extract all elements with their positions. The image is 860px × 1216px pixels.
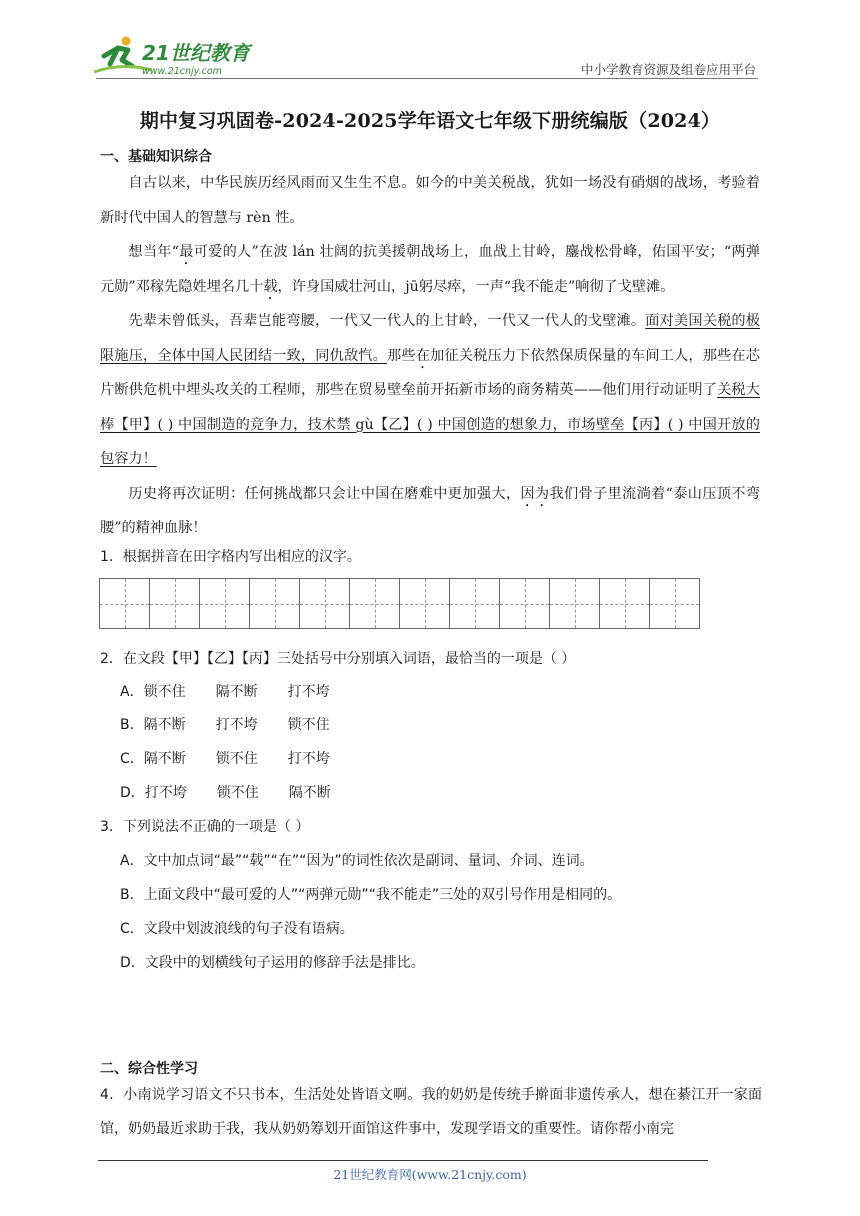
- option-label: D．: [120, 785, 145, 801]
- wavy-underlined-sentence: 面对美国关税的极限施压，全体中国人民团结一致，同仇敌忾。: [100, 313, 760, 364]
- option-label: B．: [120, 887, 144, 903]
- q3-option-a[interactable]: [120, 850, 594, 870]
- option-word: 打不垮: [144, 785, 187, 801]
- p3-text-e: 加征关税压力下依然保质保量的车间工人，那些在芯片断供危机中埋头攻关的工程师，那些在贸易壁垒前开拓新市场的商务精英——他们用行动证明了: [100, 347, 760, 398]
- q3-option-c[interactable]: [120, 918, 354, 938]
- page-title: 期中复习巩固卷-2024-2025学年语文七年级下册统编版（2024）: [139, 110, 721, 132]
- option-word: 打不垮: [287, 684, 330, 700]
- p2-quote: “: [171, 244, 179, 260]
- passage-paragraph-2: [100, 235, 760, 304]
- reading-passage: [100, 166, 760, 546]
- q2-option-a[interactable]: [120, 681, 330, 701]
- question-4: [100, 1078, 762, 1146]
- option-word: 锁不住: [143, 684, 186, 700]
- underlined-parallel-sentence: 关税大棒【甲】( ) 中国制造的竞争力，技术禁 gù【乙】( ) 中国创造的想象力，市场壁垒【丙】( ) 中国开放的包容力！: [100, 382, 760, 467]
- option-word: 锁不住: [215, 751, 258, 767]
- option-word: 隔不断: [288, 785, 331, 801]
- tianzige-grid: [99, 578, 699, 629]
- p2-text-d: 可爱的人”在波 lán 壮阔的抗美援朝战场上，血战上甘岭，鏖战松骨峰，佑国平安；“两弹元勋”邓稼先隐姓埋名几十: [100, 244, 760, 295]
- dotted-word-zui: 最: [179, 244, 194, 260]
- passage-paragraph-1: 自古以来，中华民族历经风雨而又生生不息。如今的中美关税战，犹如一场没有硝烟的战场，考验着新时代中国人的智慧与 rèn 性。: [100, 175, 760, 226]
- logo-url-text: www.21cnjy.com: [142, 66, 222, 77]
- section-heading-2: 二、综合性学习: [100, 1061, 198, 1077]
- option-label: B．: [120, 717, 144, 733]
- tianzige-cell[interactable]: [99, 578, 150, 629]
- tianzige-cell[interactable]: [599, 578, 650, 629]
- tianzige-cell[interactable]: [299, 578, 350, 629]
- question-1: 1．根据拼音在田字格内写出相应的汉字。: [100, 549, 361, 565]
- tianzige-cell[interactable]: [649, 578, 700, 629]
- dotted-word-zai2: 在: [415, 347, 431, 364]
- tianzige-cell[interactable]: [449, 578, 500, 629]
- runner-logo-icon: [92, 34, 262, 78]
- question-3: 3．下列说法不正确的一项是（ ）: [100, 819, 310, 835]
- logo-text: 21世纪教育: [142, 41, 250, 65]
- passage-paragraph-4: [100, 477, 760, 546]
- option-word: 隔不断: [215, 684, 258, 700]
- option-label: A．: [120, 684, 144, 700]
- q3-option-d[interactable]: [120, 952, 425, 972]
- question-4-text: 4．小南说学习语文不只书本，生活处处皆语文啊。我的奶奶是传统手擀面非遗传承人，想在綦江开一家面馆，奶奶最近求助于我，我从奶奶筹划开面馆这件事中，发现学语文的重要性。请你帮小南完: [100, 1087, 762, 1137]
- section-heading-1: 一、基础知识综合: [100, 149, 212, 165]
- p2-text-f: ，许身国威壮河山，jū躬尽瘁，一声“我不能走”响彻了戈壁滩。: [277, 278, 675, 295]
- q2-option-c[interactable]: [120, 748, 330, 768]
- header-platform-text: 中小学教育资源及组卷应用平台: [580, 62, 756, 77]
- tianzige-cell[interactable]: [249, 578, 300, 629]
- option-word: 锁不住: [216, 785, 259, 801]
- tianzige-cell[interactable]: [399, 578, 450, 629]
- option-word: 隔不断: [143, 751, 186, 767]
- option-label: C．: [120, 921, 144, 937]
- option-text: 上面文段中“最可爱的人”“两弹元勋”“我不能走”三处的双引号作用是相同的。: [143, 887, 622, 903]
- footer-link[interactable]: 21世纪教育网(www.21cnjy.com): [333, 1167, 527, 1182]
- option-label: D．: [120, 955, 145, 971]
- p3-text-a: 先辈未曾低头，吾辈岂能弯腰，一代又一代人的上甘岭，一代又一代人的戈壁滩。: [128, 313, 646, 329]
- tianzige-cell[interactable]: [199, 578, 250, 629]
- p2-text-a: 想当年: [128, 244, 172, 260]
- site-logo[interactable]: [92, 34, 262, 78]
- header-divider: [96, 78, 758, 79]
- option-text: 文中加点词“最”“载”“在”“因为”的词性依次是副词、量词、介词、连词。: [143, 853, 594, 869]
- p4-text-c: 我们骨子里流淌着“泰山压顶不弯腰”的精神血脉！: [100, 485, 760, 536]
- option-text: 文段中划波浪线的句子没有语病。: [143, 921, 354, 937]
- dotted-word-zai: 载: [263, 278, 278, 295]
- footer-divider: [98, 1160, 708, 1161]
- tianzige-cell[interactable]: [549, 578, 600, 629]
- q2-option-b[interactable]: [120, 714, 330, 734]
- tianzige-cell[interactable]: [349, 578, 400, 629]
- option-word: 打不垮: [287, 751, 330, 767]
- option-label: C．: [120, 751, 144, 767]
- passage-paragraph-3: [100, 304, 760, 477]
- q2-option-d[interactable]: [120, 782, 331, 802]
- dotted-word-yinwei: 因为: [520, 485, 550, 502]
- option-word: 隔不断: [143, 717, 186, 733]
- p4-text-a: 历史将再次证明：任何挑战都只会让中国在磨难中更加强大，: [128, 485, 521, 502]
- p3-text-c: 那些: [387, 347, 416, 364]
- question-2: 2．在文段【甲】【乙】【丙】三处括号中分别填入词语，最恰当的一项是（ ）: [100, 651, 576, 667]
- tianzige-cell[interactable]: [149, 578, 200, 629]
- option-label: A．: [120, 853, 144, 869]
- tianzige-cell[interactable]: [499, 578, 550, 629]
- q3-option-b[interactable]: [120, 884, 621, 904]
- option-text: 文段中的划横线句子运用的修辞手法是排比。: [144, 955, 425, 971]
- option-word: 锁不住: [287, 717, 330, 733]
- option-word: 打不垮: [215, 717, 258, 733]
